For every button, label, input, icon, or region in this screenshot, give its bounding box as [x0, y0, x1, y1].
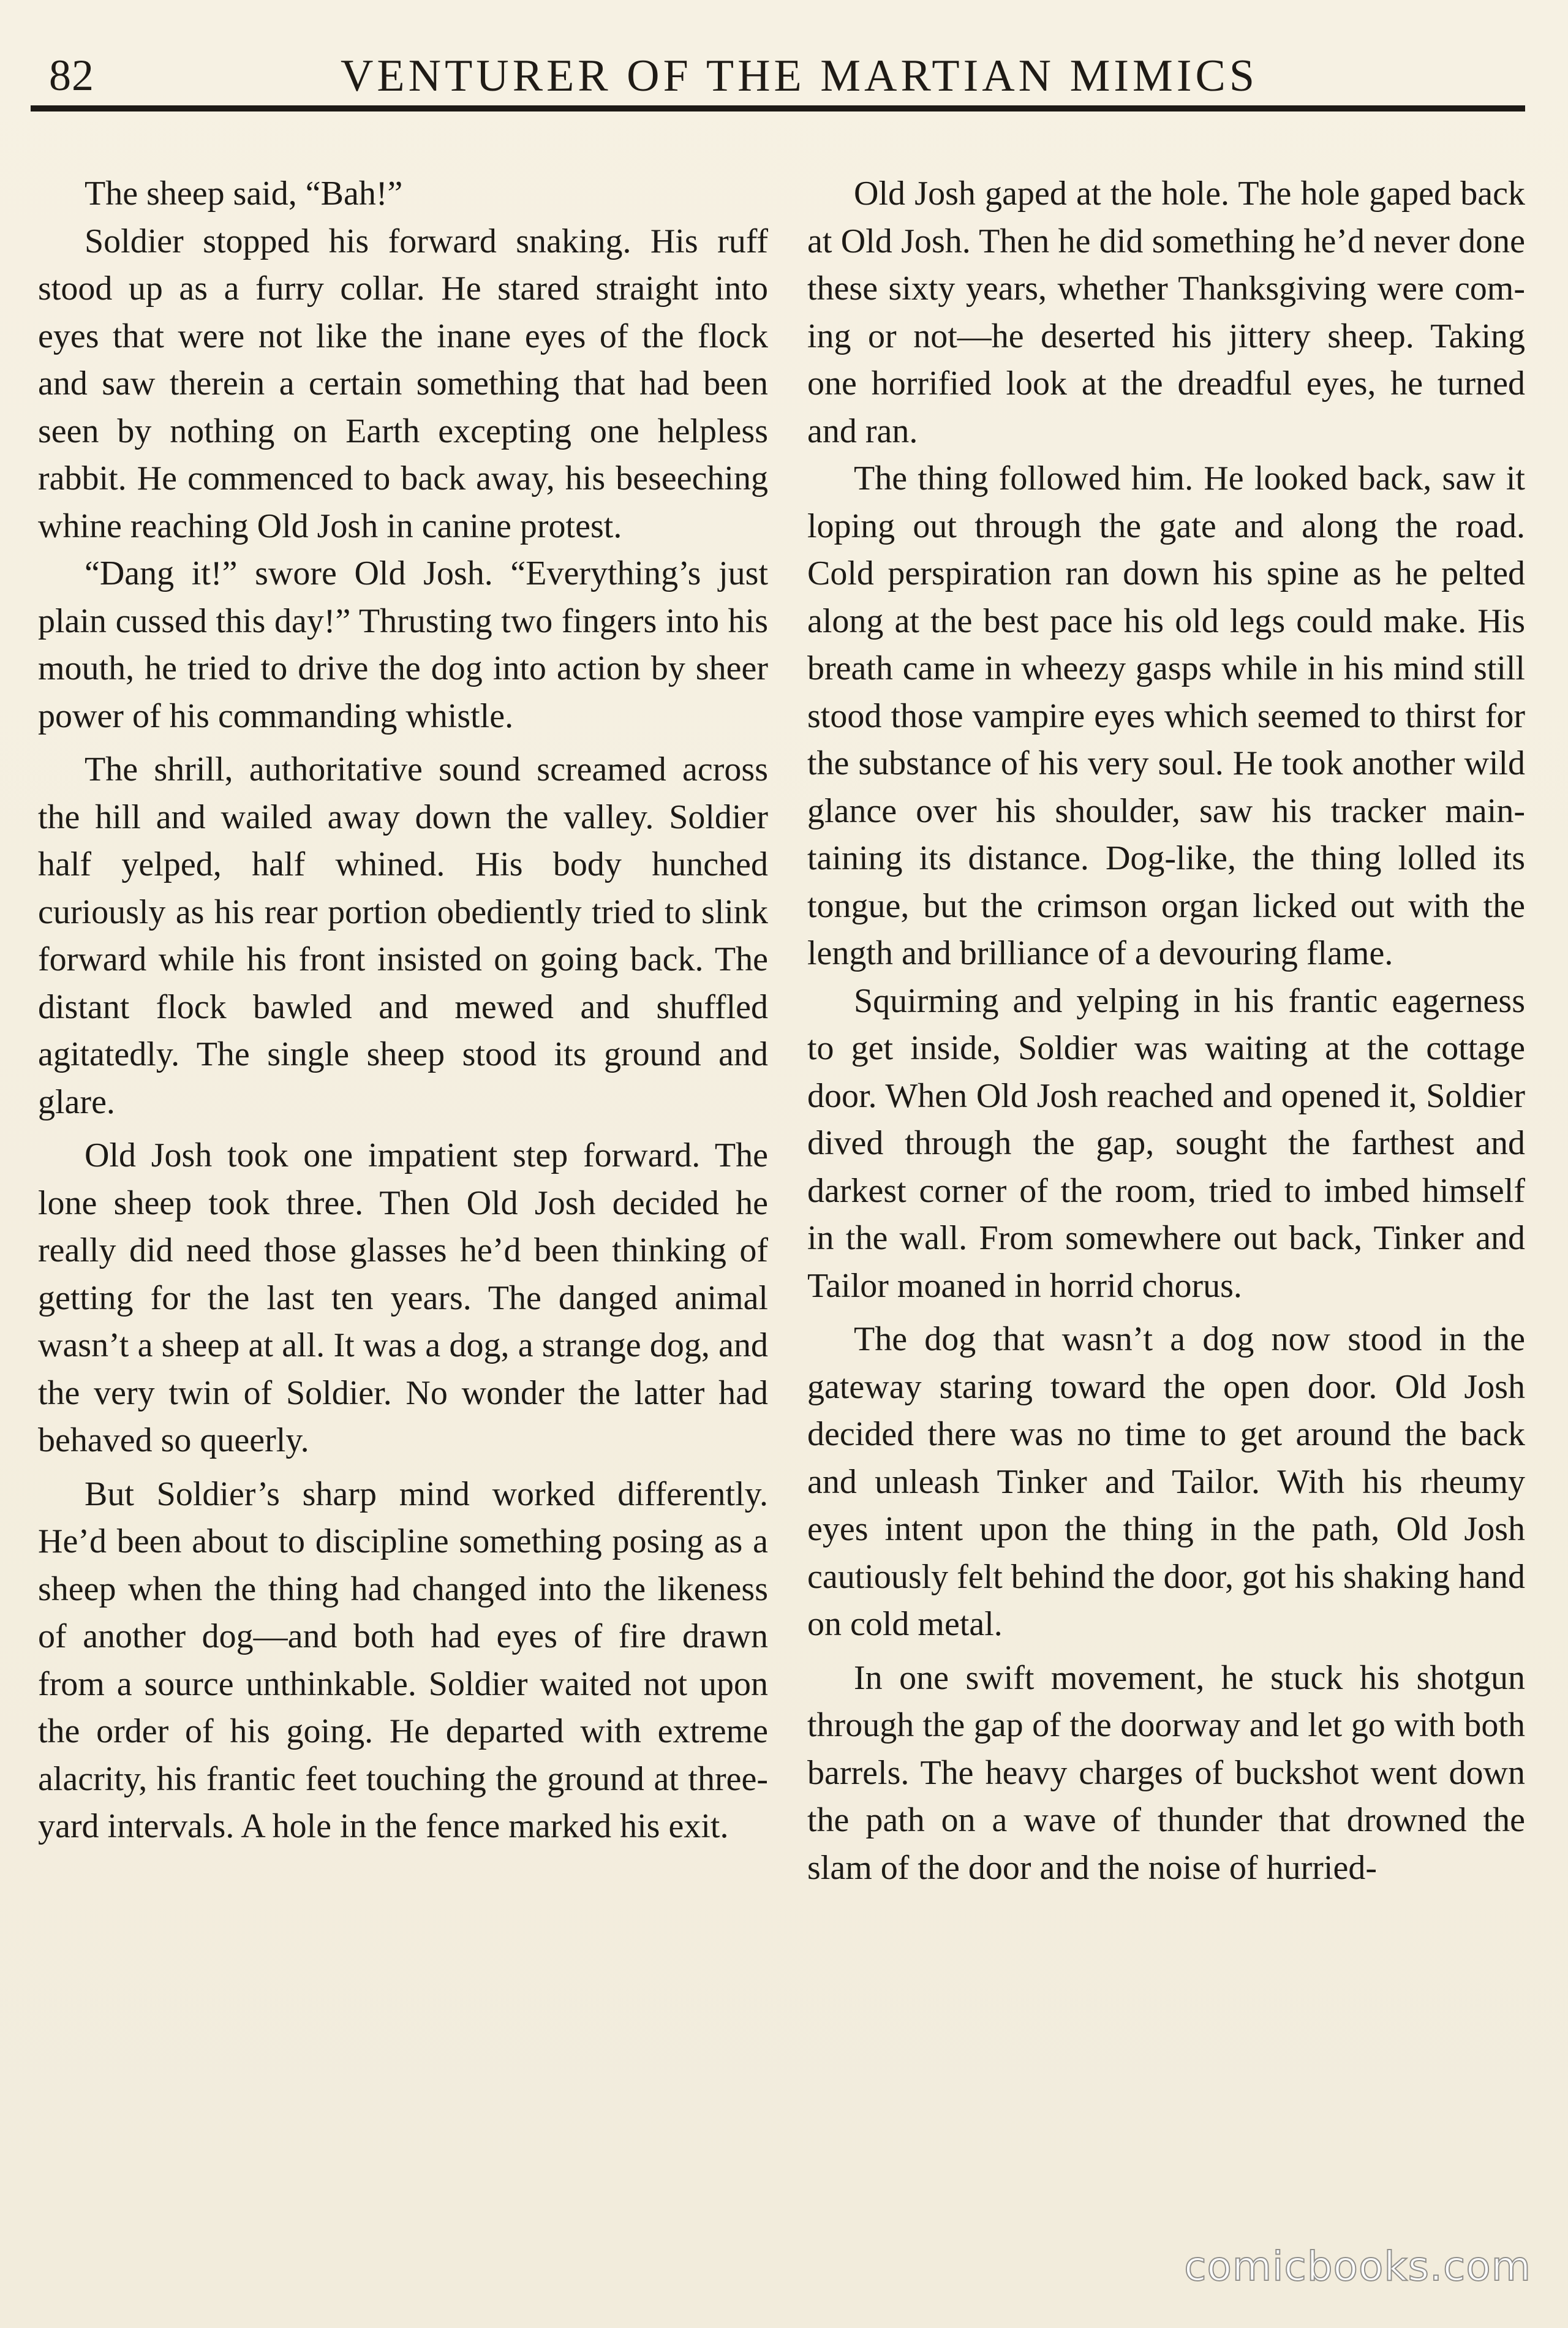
- paragraph: Old Josh gaped at the hole. The hole gaped back at Old Josh. Then he did something he’d never done these sixty years, whether Thanksgiving were coming or not—he deserted his jittery sheep. Taking one horrified look at the dreadful eyes, he turned and ran.: [807, 175, 1525, 450]
- paragraph: Old Josh took one impatient step forward. The lone sheep took three. Then Old Josh decided he really did need those glasses he’d been thinking of getting for the last ten years. The danged animal wasn’t a sheep at all. It was a dog, a strange dog, and the very twin of Soldier. No wonder the latter had behaved so queerly.: [38, 1136, 768, 1459]
- header-rule: [31, 105, 1525, 111]
- site-watermark: comicbooks.com: [1184, 2243, 1531, 2290]
- paragraph: The sheep said, “Bah!”: [85, 175, 403, 213]
- paragraph: The thing followed him. He looked back, saw it loping out through the gate and along the road. Cold perspiration ran down his spine as he pelted along at the best pace his old legs could make. His breath came in wheezy gasps while in his mind still stood those vampire eyes which seemed to thirst for the substance of his very soul. He took another wild glance over his shoulder, saw his tracker maintaining its distance. Dog-like, the thing lolled its tongue, but the crimson organ licked out with the length and brilliance of a devouring flame.: [807, 459, 1525, 972]
- right-column: [807, 170, 1525, 1892]
- page-header: [43, 43, 1525, 110]
- paragraph: The dog that wasn’t a dog now stood in the gateway staring toward the open door. Old Josh decided there was no time to get around the back and unleash Tinker and Tailor. With his rheumy eyes intent upon the thing in the path, Old Josh cautiously felt behind the door, got his shaking hand on cold metal.: [807, 1320, 1526, 1643]
- paragraph: Soldier stopped his forward snaking. His ruff stood up as a furry collar. He stared straight into eyes that were not like the inane eyes of the flock and saw therein a certain something that had been seen by nothing on Earth excepting one helpless rabbit. He commenced to back away, his beseeching whine reaching Old Josh in canine protest.: [38, 222, 768, 545]
- paragraph: In one swift movement, he stuck his shotgun through the gap of the doorway and let go with both barrels. The heavy charges of buckshot went down the path on a wave of thunder that drowned the slam of the door and the noise of hurried-: [807, 1658, 1525, 1887]
- paragraph: Squirming and yelping in his frantic eagerness to get inside, Soldier was waiting at the cottage door. When Old Josh reached and opened it, Soldier dived through the gap, sought the farthest and darkest corner of the room, tried to imbed himself in the wall. From somewhere out back, Tinker and Tailor moaned in horrid chorus.: [807, 981, 1525, 1305]
- paragraph: But Soldier’s sharp mind worked differently. He’d been about to discipline something posing as a sheep when the thing had changed into the likeness of another dog—and both had eyes of fire drawn from a source unthinkable. Soldier waited not upon the order of his going. He departed with extreme alacrity, his frantic feet touching the ground at threeyard intervals. A hole in the fence marked his exit.: [38, 1475, 768, 1845]
- paragraph: “Dang it!” swore Old Josh. “Everything’s just plain cussed this day!” Thrusting two fingers into his mouth, he tried to drive the dog into action by sheer power of his commanding whistle.: [38, 554, 768, 735]
- left-column: [38, 170, 768, 1851]
- page-number: 82: [49, 51, 94, 100]
- running-title: VENTURER OF THE MARTIAN MIMICS: [340, 51, 1259, 101]
- paragraph: The shrill, authoritative sound screamed across the hill and wailed away down the valley. Soldier half yelped, half whined. His body hunched curiously as his rear portion obediently tried to slink forward while his front insisted on going back. The distant flock bawled and mewed and shuffled agitatedly. The single sheep stood its ground and glare.: [38, 750, 768, 1121]
